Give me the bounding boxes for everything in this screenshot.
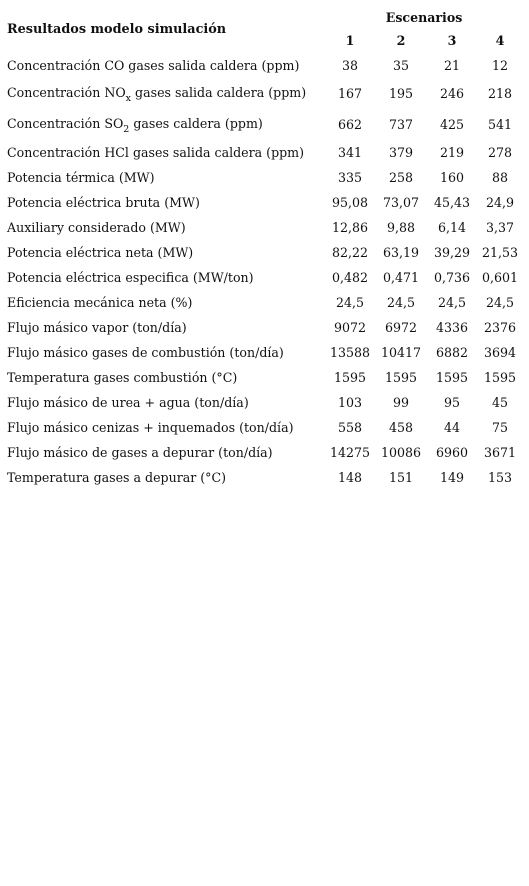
row-label-text: Concentración CO gases salida caldera (ppm) [7,58,300,73]
value-scenario-2: 99 [392,395,410,410]
value-scenario-1: 12,86 [331,220,369,235]
value-scenario-4: 75 [492,420,509,435]
value-scenario-2: 0,471 [382,270,420,285]
value-scenario-3: 44 [443,420,461,435]
table-row [7,240,523,265]
scenario-header-3: 3 [447,33,457,48]
row-label-text: Flujo másico de gases a depurar (ton/día) [7,445,273,460]
simulation-results-table-container [7,6,523,490]
scenario-header-1: 1 [345,33,355,48]
value-scenario-3: 0,736 [433,270,471,285]
value-scenario-2: 35 [392,58,410,73]
value-scenario-1: 24,5 [335,295,365,310]
row-label [7,340,325,365]
value-scenario-4: 12 [492,58,509,73]
value-scenario-3: 95 [443,395,461,410]
value-scenario-1: 38 [341,58,359,73]
value-scenario-3: 149 [439,470,465,485]
value-scenario-4: 2376 [483,320,517,335]
table-row [7,315,523,340]
value-scenario-4: 1595 [483,370,517,385]
value-scenario-4: 88 [492,170,509,185]
row-label-text: Flujo másico de urea + agua (ton/día) [7,395,249,410]
row-label [7,415,325,440]
row-label-text: Concentración HCl gases salida caldera (ppm) [7,145,305,160]
value-scenario-4: 24,9 [486,195,515,210]
row-label-text: Potencia eléctrica especifica (MW/ton) [7,270,254,285]
value-scenario-2: 73,07 [382,195,420,210]
row-label [7,109,325,140]
row-label-text: Concentración SO [7,116,124,131]
value-scenario-1: 82,22 [331,245,369,260]
table-row [7,465,523,490]
value-scenario-3: 4336 [435,320,469,335]
value-scenario-4: 21,53 [481,245,519,260]
row-label-text: Auxiliary considerado (MW) [7,220,186,235]
value-scenario-1: 148 [337,470,363,485]
row-label [7,240,325,265]
value-scenario-4: 541 [488,117,513,132]
value-scenario-1: 558 [337,420,363,435]
value-scenario-2: 737 [388,117,414,132]
table-row [7,165,523,190]
value-scenario-2: 379 [388,145,414,160]
row-label-text-continued: gases caldera (ppm) [129,116,263,131]
table-row [7,265,523,290]
simulation-results-table [7,6,523,490]
row-label [7,440,325,465]
row-label-text: Potencia eléctrica bruta (MW) [7,195,200,210]
row-label-text-continued: gases salida caldera (ppm) [131,85,307,100]
value-scenario-1: 341 [337,145,363,160]
row-label-text: Temperatura gases combustión (°C) [7,370,238,385]
table-row [7,440,523,465]
value-scenario-4: 278 [488,145,513,160]
table-row [7,215,523,240]
table-row [7,290,523,315]
table-row [7,78,523,109]
row-label-text: Potencia eléctrica neta (MW) [7,245,194,260]
value-scenario-1: 9072 [333,320,367,335]
value-scenario-4: 218 [488,86,513,101]
value-scenario-4: 3,37 [486,220,515,235]
table-row [7,109,523,140]
scenario-header-2: 2 [396,33,406,48]
table-body [7,53,523,490]
row-label [7,365,325,390]
table-row [7,390,523,415]
value-scenario-2: 258 [388,170,414,185]
row-label [7,465,325,490]
row-label-text: Flujo másico cenizas + inquemados (ton/día) [7,420,294,435]
value-scenario-2: 10086 [380,445,422,460]
value-scenario-2: 195 [388,86,414,101]
table-row [7,140,523,165]
value-scenario-4: 153 [488,470,513,485]
row-label-text: Potencia térmica (MW) [7,170,155,185]
value-scenario-2: 1595 [384,370,418,385]
value-scenario-4: 24,5 [486,295,515,310]
row-label [7,315,325,340]
value-scenario-3: 21 [443,58,461,73]
row-label-text: Concentración NO [7,85,126,100]
scenarios-group-header: Escenarios [385,9,463,25]
value-scenario-3: 1595 [435,370,469,385]
table-row [7,415,523,440]
row-label-text: Eficiencia mecánica neta (%) [7,295,193,310]
value-scenario-1: 662 [337,117,363,132]
value-scenario-2: 10417 [380,345,422,360]
value-scenario-3: 6960 [435,445,469,460]
row-label [7,53,325,78]
value-scenario-2: 9,88 [386,220,416,235]
value-scenario-1: 0,482 [331,270,369,285]
value-scenario-1: 14275 [329,445,371,460]
value-scenario-2: 6972 [384,320,418,335]
value-scenario-3: 6,14 [437,220,467,235]
row-label [7,140,325,165]
value-scenario-4: 3694 [483,345,517,360]
value-scenario-1: 167 [337,86,363,101]
row-label-text: Flujo másico gases de combustión (ton/día) [7,345,284,360]
value-scenario-2: 151 [388,470,414,485]
table-row [7,53,523,78]
value-scenario-3: 24,5 [437,295,467,310]
value-scenario-2: 63,19 [382,245,420,260]
row-label [7,290,325,315]
value-scenario-1: 1595 [333,370,367,385]
value-scenario-2: 458 [388,420,414,435]
value-scenario-3: 246 [439,86,465,101]
value-scenario-4: 3671 [483,445,517,460]
value-scenario-4: 45 [492,395,509,410]
scenario-header-4: 4 [495,33,505,48]
value-scenario-1: 95,08 [331,195,369,210]
value-scenario-3: 219 [439,145,465,160]
row-label-text: Flujo másico vapor (ton/día) [7,320,187,335]
value-scenario-1: 13588 [329,345,371,360]
row-label [7,265,325,290]
value-scenario-3: 39,29 [433,245,471,260]
value-scenario-1: 335 [337,170,363,185]
row-label [7,190,325,215]
value-scenario-3: 425 [439,117,465,132]
row-label [7,390,325,415]
table-row [7,365,523,390]
table-row [7,190,523,215]
table-title: Resultados modelo simulación [7,22,227,37]
row-label-subscript: x [125,93,132,104]
value-scenario-2: 24,5 [386,295,416,310]
row-label [7,165,325,190]
row-label-text: Temperatura gases a depurar (°C) [7,470,227,485]
row-label [7,215,325,240]
value-scenario-4: 0,601 [481,270,519,285]
value-scenario-1: 103 [337,395,363,410]
value-scenario-3: 45,43 [433,195,471,210]
row-label [7,78,325,109]
row-label-subscript: 2 [123,124,130,135]
value-scenario-3: 6882 [435,345,469,360]
table-row [7,340,523,365]
table-header [7,6,523,53]
value-scenario-3: 160 [439,170,465,185]
